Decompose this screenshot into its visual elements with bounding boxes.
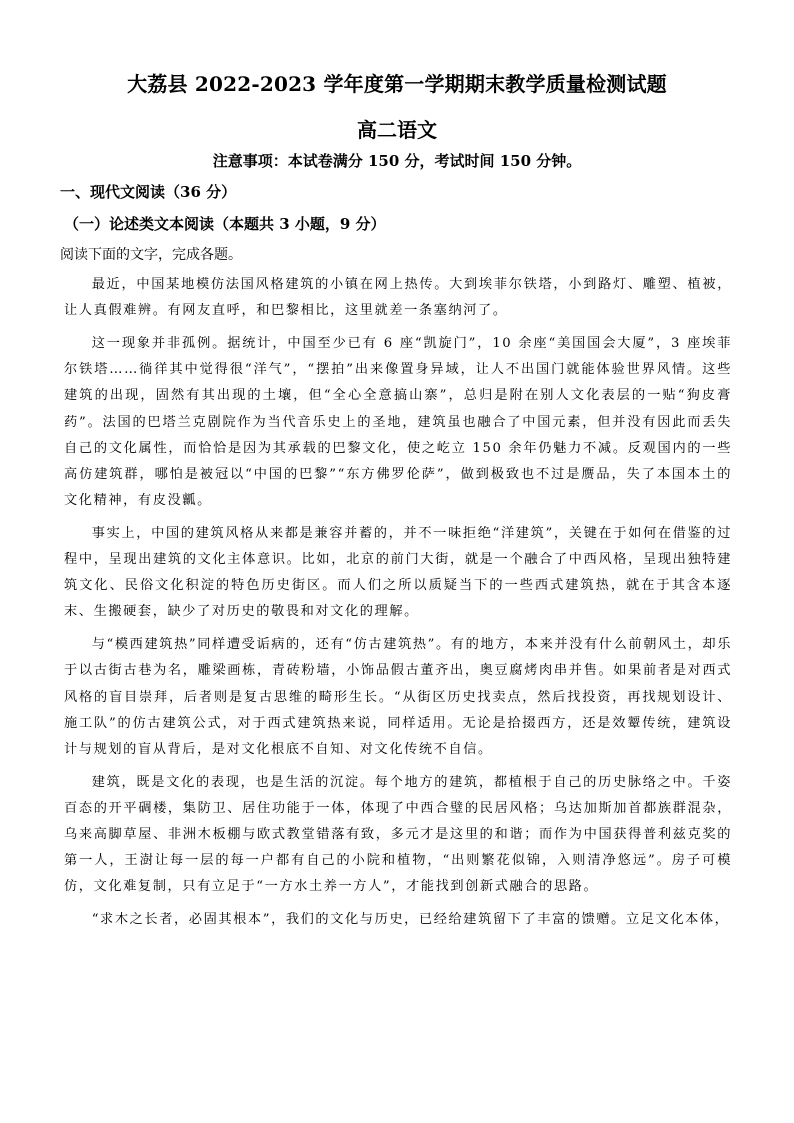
passage-paragraph: 这一现象并非孤例。据统计，中国至少已有 6 座“凯旋门”，10 余座“美国国会大厦”，3 座埃菲尔铁塔……徜徉其中觉得很“洋气”，“摆拍”出来像置身异域，让人不出国门就能体验世界风情。这些建筑的出现，固然有其出现的土壤，但“全心全意搞山寨”，总归是附在别人文化表层的一贴“狗皮膏药”。法国的巴塔兰克剧院作为当代音乐史上的圣地，建筑虽也融合了中国元素，但并没有因此而丢失自己的文化属性，而恰恰是因为其承载的巴黎文化，使之屹立 150 余年仍魅力不减。反观国内的一些高仿建筑群，哪怕是被冠以“中国的巴黎”“东方佛罗伦萨”，做到极致也不过是赝品，失了本国本土的文化精神，有皮没瓤。 xyxy=(64,335,732,509)
passage-paragraph: “求木之长者，必固其根本”，我们的文化与历史，已经给建筑留下了丰富的馈赠。立足文化本体， xyxy=(91,912,730,928)
passage-paragraph: 事实上，中国的建筑风格从来都是兼容并蓄的，并不一味拒绝“洋建筑”，关键在于如何在借鉴的过程中，呈现出建筑的文化主体意识。比如，北京的前门大街，就是一个融合了中西风格，呈现出独特建筑文化、民俗文化积淀的特色历史街区。而人们之所以质疑当下的一些西式建筑热，就在于其含本逐末、生搬硬套，缺少了对历史的敬畏和对文化的理解。 xyxy=(64,525,732,620)
passage-paragraph: 最近，中国某地模仿法国风格建筑的小镇在网上热传。大到埃菲尔铁塔，小到路灯、雕塑、植被，让人真假难辨。有网友直呼，和巴黎相比，这里就差一条塞纳河了。 xyxy=(64,277,732,319)
passage-paragraph: 建筑，既是文化的表现，也是生活的沉淀。每个地方的建筑，都植根于自己的历史脉络之中。千姿百态的开平碉楼，集防卫、居住功能于一体，体现了中西合璧的民居风格；乌达加斯加首都族群混杂，乌来高脚草屋、非洲木板棚与欧式教堂错落有致，多元才是这里的和谐；而作为中国获得普利兹克奖的第一人，王澍让每一层的每一户都有自己的小院和植物，“出则繁花似锦，入则清净悠远”。房子可模仿，文化难复制，只有立足于“一方水土养一方人”，才能找到创新式融合的思路。 xyxy=(64,774,732,895)
exam-notice: 注意事项：本试卷满分 150 分，考试时间 150 分钟。 xyxy=(212,152,582,170)
exam-title: 大荔县 2022-2023 学年度第一学期期末教学质量检测试题 xyxy=(127,72,667,96)
reading-instruction: 阅读下面的文字，完成各题。 xyxy=(60,247,242,263)
exam-subject: 高二语文 xyxy=(357,118,437,142)
section-heading-argumentative: （一）论述类文本阅读（本题共 3 小题，9 分） xyxy=(64,215,386,233)
reading-passage xyxy=(64,272,732,933)
section-heading-modern-reading: 一、现代文阅读（36 分） xyxy=(60,183,237,201)
passage-paragraph: 与“模西建筑热”同样遭受诟病的，还有“仿古建筑热”。有的地方，本来并没有什么前朝风土，却乐于以古街古巷为名，雕梁画栋，青砖粉墙，小饰品假古董齐出，奥豆腐烤肉串并售。如果前者是对西式风格的盲目崇拜，后者则是复古思维的畸形生长。“从街区历史找卖点，然后找投资，再找规划设计、施工队”的仿古建筑公式，对于西式建筑热来说，同样适用。无论是拾掇西方，还是效颦传统，建筑设计与规划的盲从背后，是对文化根底不自知、对文化传统不自信。 xyxy=(64,637,732,757)
